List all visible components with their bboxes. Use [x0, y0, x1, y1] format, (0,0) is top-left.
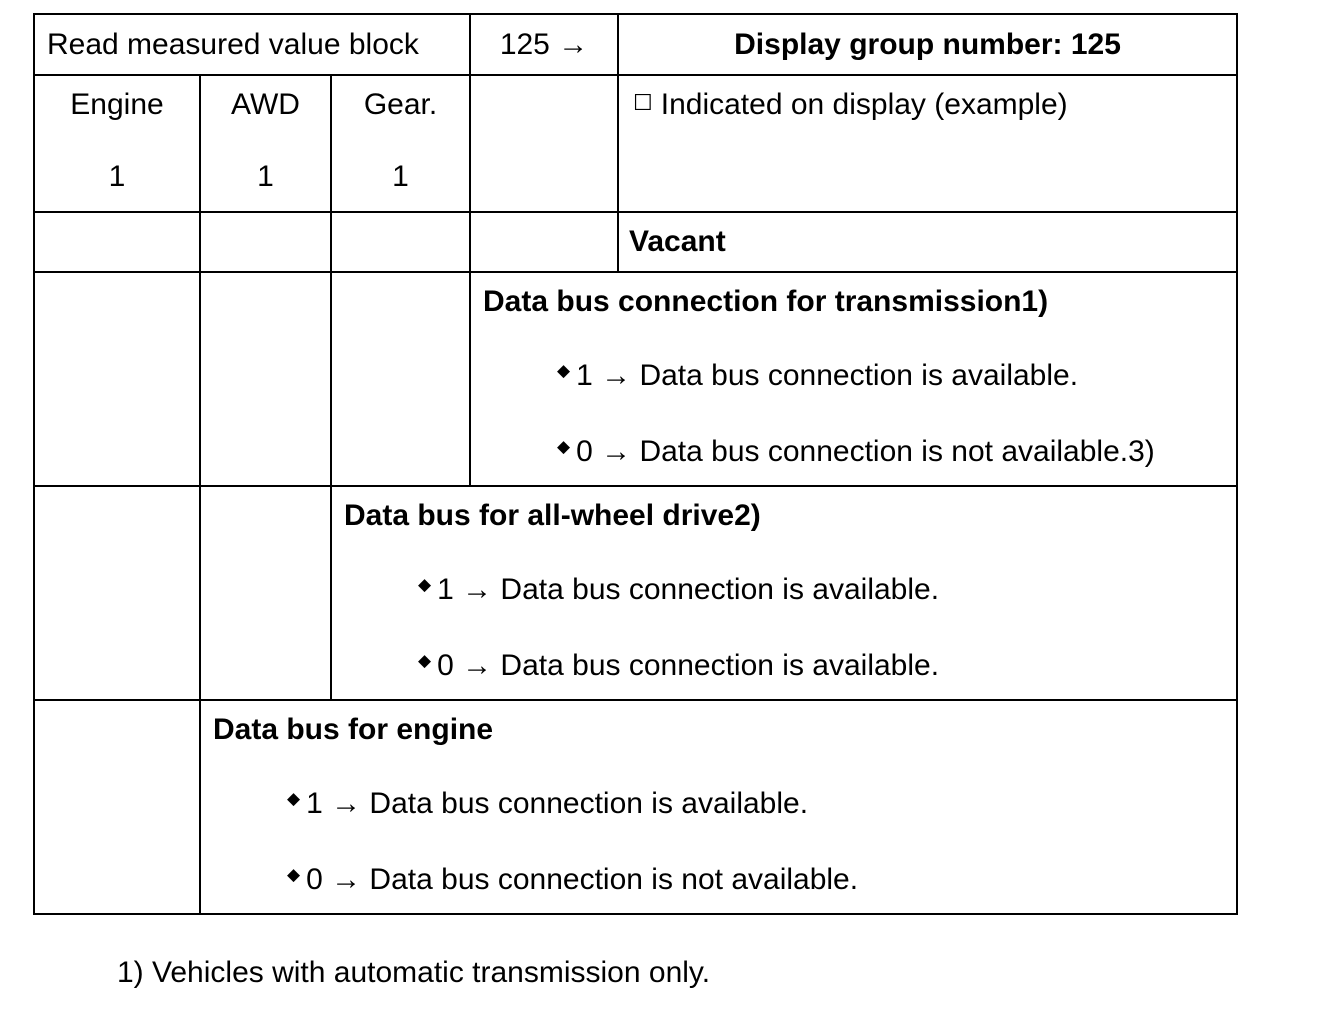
vacant-row: [34, 212, 1237, 272]
awd-option-1: [344, 575, 1236, 605]
diamond-bullet-icon: ◆: [287, 789, 301, 808]
measured-value-table: [33, 13, 1238, 915]
empty-cell: [331, 272, 470, 486]
example-cell: [618, 75, 1237, 212]
option-text: 0 → Data bus connection is available.: [437, 649, 940, 682]
engine-value: 1: [108, 160, 126, 193]
header-row: [34, 14, 1237, 75]
option-text: 1 → Data bus connection is available.: [576, 359, 1079, 392]
empty-cell: [331, 212, 470, 272]
empty-cell: [34, 486, 200, 700]
option-text: 1 → Data bus connection is available.: [437, 573, 940, 606]
empty-cell: [34, 212, 200, 272]
empty-cell: [34, 700, 200, 914]
engine-description: [200, 700, 1237, 914]
transmission-row: [34, 272, 1237, 486]
empty-cell: [34, 272, 200, 486]
gear-label: Gear.: [363, 88, 438, 121]
gear-column-header: [331, 75, 470, 212]
engine-column-header: [34, 75, 200, 212]
transmission-option-1: [483, 361, 1236, 391]
vacant-label: Vacant: [618, 212, 1237, 272]
transmission-description: [470, 272, 1237, 486]
checkbox-square-icon: ☐: [633, 90, 653, 115]
diamond-bullet-icon: ◆: [557, 437, 571, 456]
empty-cell: [200, 272, 331, 486]
awd-description: [331, 486, 1237, 700]
empty-cell: [470, 75, 618, 212]
engine-label: Engine: [70, 88, 164, 121]
awd-row: [34, 486, 1237, 700]
engine-option-1: [213, 789, 1236, 819]
awd-title: Data bus for all-wheel drive2): [344, 499, 761, 532]
block-value: 125 →: [470, 14, 618, 75]
footnote: 1) Vehicles with automatic transmission only.: [117, 956, 711, 989]
diamond-bullet-icon: ◆: [557, 361, 571, 380]
transmission-title: Data bus connection for transmission1): [483, 285, 1049, 318]
empty-cell: [200, 486, 331, 700]
awd-column-header: [200, 75, 331, 212]
engine-row: [34, 700, 1237, 914]
column-header-row: [34, 75, 1237, 212]
diamond-bullet-icon: ◆: [418, 651, 432, 670]
block-label: Read measured value block: [34, 14, 470, 75]
display-group-title: Display group number: 125: [618, 14, 1237, 75]
diamond-bullet-icon: ◆: [418, 575, 432, 594]
engine-option-0: [213, 865, 1236, 895]
awd-label: AWD: [231, 88, 300, 121]
transmission-option-0: [483, 437, 1236, 467]
empty-cell: [200, 212, 331, 272]
example-label: Indicated on display (example): [660, 88, 1068, 121]
empty-cell: [470, 212, 618, 272]
diamond-bullet-icon: ◆: [287, 865, 301, 884]
engine-title: Data bus for engine: [213, 713, 494, 746]
awd-option-0: [344, 651, 1236, 681]
option-text: 1 → Data bus connection is available.: [306, 787, 809, 820]
option-text: 0 → Data bus connection is not available.3): [576, 435, 1155, 468]
gear-value: 1: [392, 160, 409, 193]
option-text: 0 → Data bus connection is not available.: [306, 863, 859, 896]
awd-value: 1: [257, 160, 274, 193]
